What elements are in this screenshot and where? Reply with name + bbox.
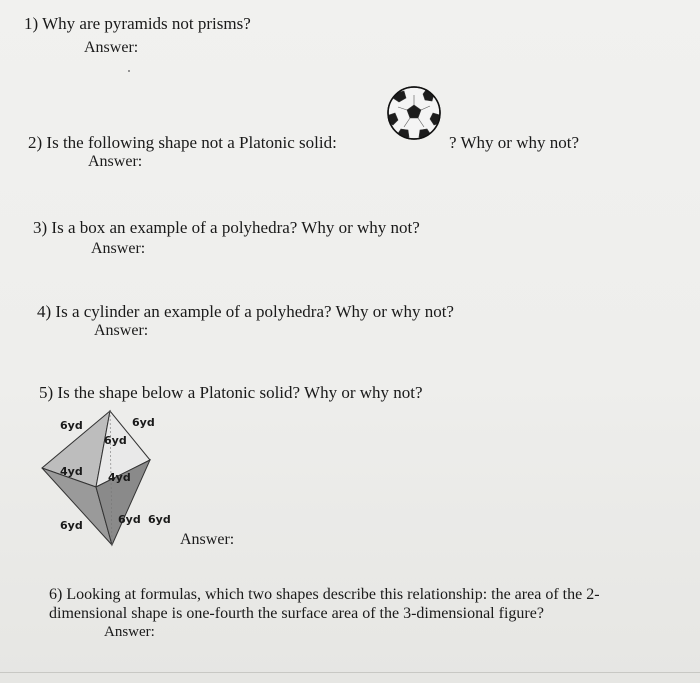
- answer-label-5: Answer:: [180, 531, 235, 548]
- answer-label-2: Answer:: [88, 153, 143, 170]
- page-bottom-edge: [0, 672, 700, 673]
- question-3-text: 3) Is a box an example of a polyhedra? Why or why not?: [33, 218, 420, 237]
- label-mid-left: 4yd: [60, 465, 83, 478]
- answer-label-6: Answer:: [104, 624, 155, 640]
- label-top-left: 6yd: [60, 419, 83, 432]
- question-4-text: 4) Is a cylinder an example of a polyhedra? Why or why not?: [37, 302, 454, 321]
- label-top-right: 6yd: [132, 416, 155, 429]
- question-2-text-after: ? Why or why not?: [449, 133, 579, 152]
- question-6-line-2: dimensional shape is one-fourth the surface area of the 3-dimensional figure?: [49, 605, 544, 622]
- answer-label-4: Answer:: [94, 322, 149, 339]
- answer-label-1: Answer:: [84, 39, 139, 56]
- label-bottom-inner: 6yd: [118, 513, 141, 526]
- label-mid-right: 4yd: [108, 471, 131, 484]
- stray-dot: [128, 70, 130, 72]
- octahedron-figure: [38, 405, 178, 555]
- answer-label-3: Answer:: [91, 240, 146, 257]
- soccer-ball-icon: [386, 85, 442, 146]
- question-2-text: 2) Is the following shape not a Platonic solid:: [28, 133, 337, 152]
- question-5-text: 5) Is the shape below a Platonic solid? Why or why not?: [39, 383, 423, 402]
- label-bottom-right: 6yd: [148, 513, 171, 526]
- label-top-inner: 6yd: [104, 434, 127, 447]
- question-6-line-1: 6) Looking at formulas, which two shapes describe this relationship: the area of the 2-: [49, 586, 600, 603]
- label-bottom-left: 6yd: [60, 519, 83, 532]
- question-1-text: 1) Why are pyramids not prisms?: [24, 14, 251, 33]
